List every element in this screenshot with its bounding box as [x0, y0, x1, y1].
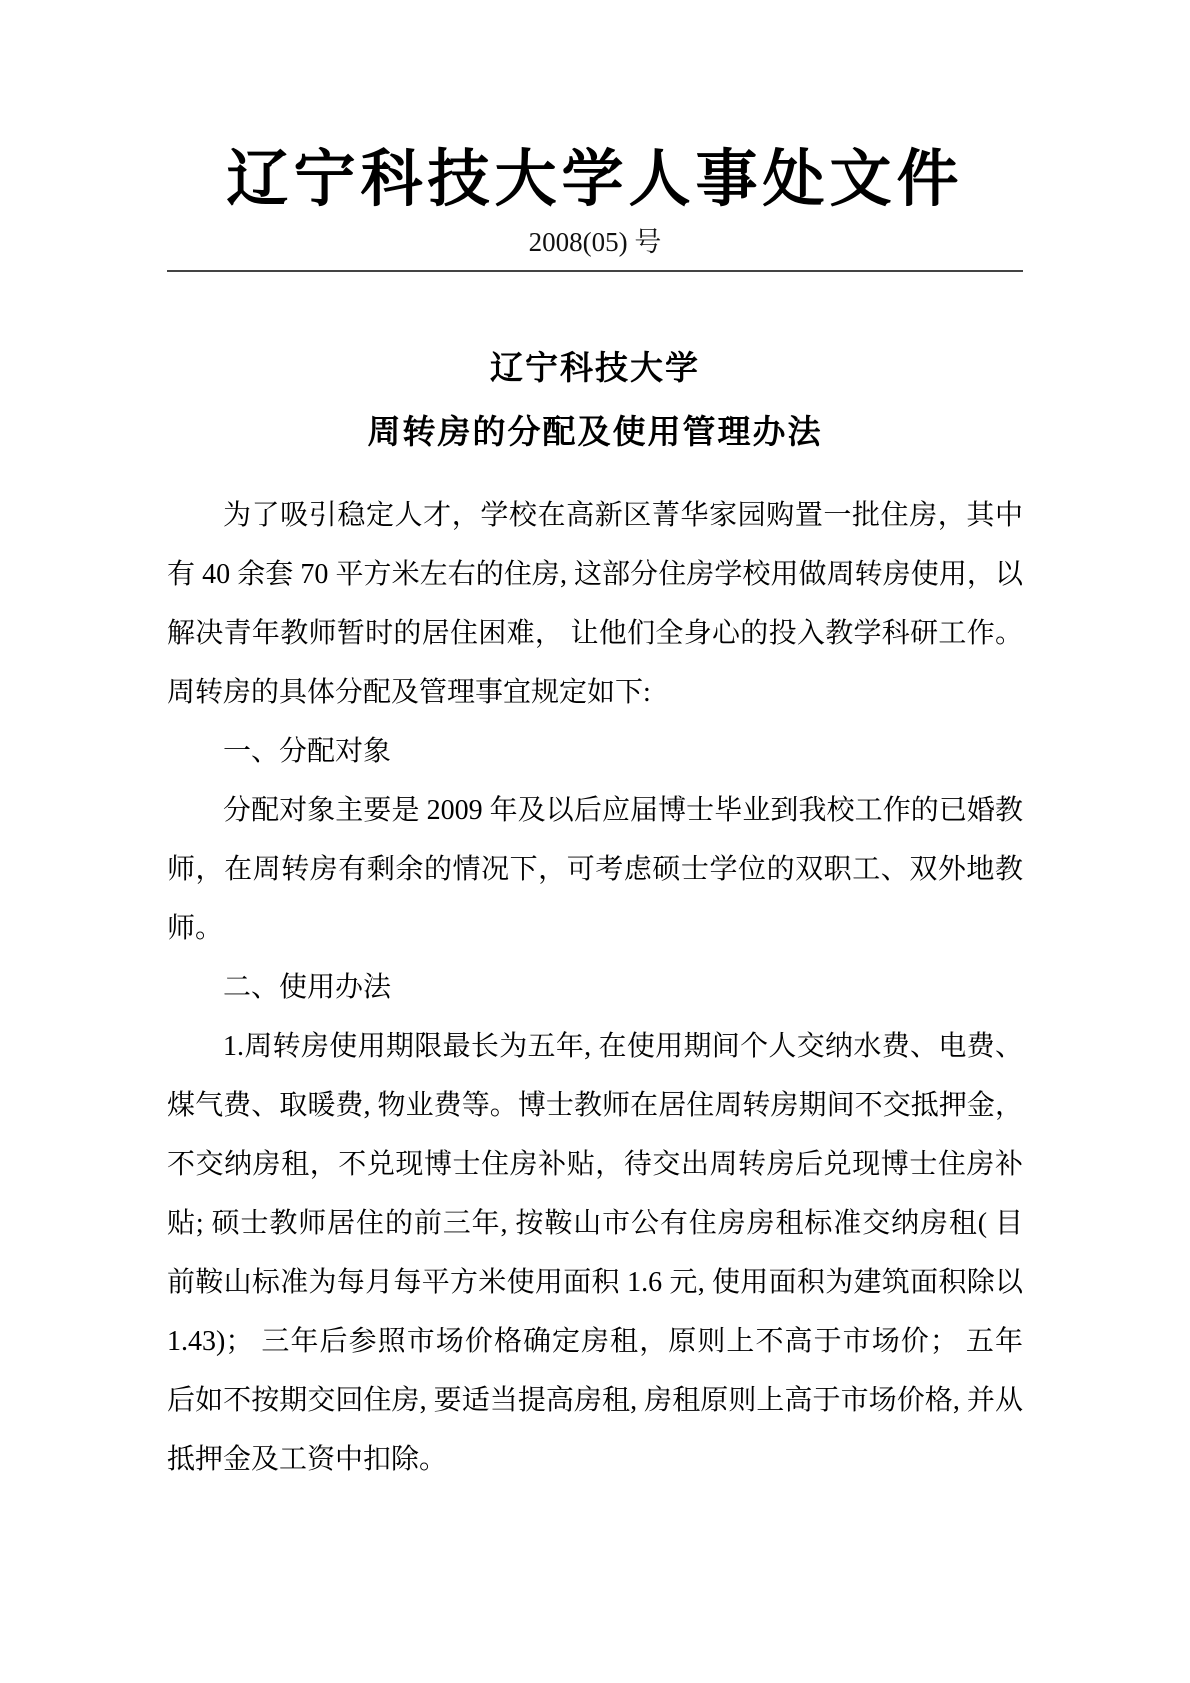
paragraph-intro: 为了吸引稳定人才，学校在高新区菁华家园购置一批住房，其中有 40 余套 70 平方米左右的住房, 这部分住房学校用做周转房使用，以解决青年教师暂时的居住困难， 让他们全身心的投入教学科研工作。周转房的具体分配及管理事宜规定如下: [167, 500, 1023, 708]
document-body [167, 272, 1023, 1489]
section-heading-2: 二、使用办法 [223, 972, 392, 1003]
document-title-line2: 周转房的分配及使用管理办法 [367, 413, 823, 450]
letterhead-title: 辽宁科技大学人事处文件 [226, 146, 964, 214]
paragraph-allocation-targets: 分配对象主要是 2009 年及以后应届博士毕业到我校工作的已婚教师，在周转房有剩余的情况下，可考虑硕士学位的双职工、双外地教师。 [167, 795, 1023, 944]
section-heading-1: 一、分配对象 [223, 736, 392, 767]
doc-number: 2008(05) 号 [528, 227, 662, 257]
letterhead [0, 0, 1190, 272]
document-text [167, 486, 1023, 1489]
document-title-line1: 辽宁科技大学 [490, 349, 700, 386]
paragraph-usage-rules: 1.周转房使用期限最长为五年, 在使用期间个人交纳水费、电费、煤气费、取暖费, 物业费等。博士教师在居住周转房期间不交抵押金，不交纳房租，不兑现博士住房补贴，待交出周转房后兑现博士住房补贴; 硕士教师居住的前三年, 按鞍山市公有住房房租标准交纳房租( 目前鞍山标准为每月每平方米使用面积 1.6 元, 使用面积为建筑面积除以 1.43)； 三年后参照市场价格确定房租，原则上不高于市场价； 五年后如不按期交回住房, 要适当提高房租, 房租原则上高于市场价格, 并从抵押金及工资中扣除。 [167, 1031, 1023, 1475]
